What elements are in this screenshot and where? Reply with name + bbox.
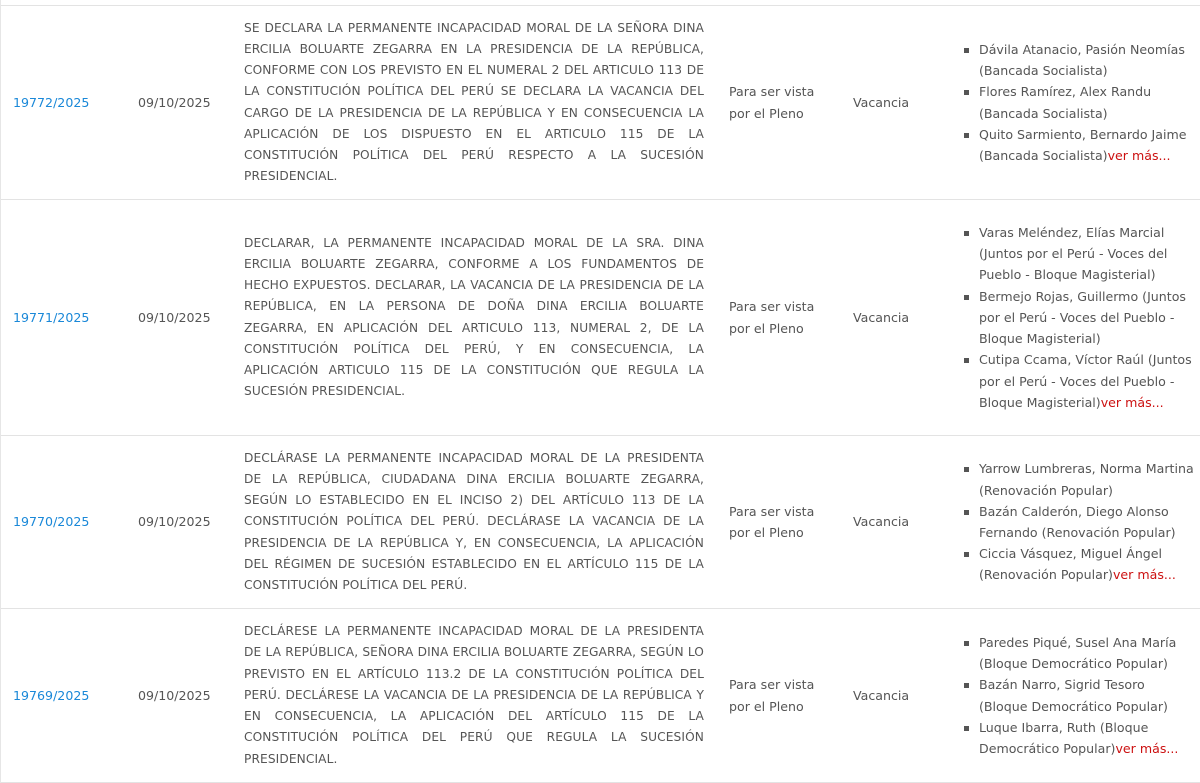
author-item (979, 458, 1195, 500)
date-cell: 09/10/2025 (138, 687, 211, 703)
author-name: Bermejo Rojas, Guillermo (Juntos por el Perú - Voces del Pueblo - Bloque Magisterial) (979, 288, 1186, 347)
author-item (979, 501, 1195, 543)
bill-number-cell (13, 609, 123, 782)
author-item (979, 674, 1195, 716)
bill-number-cell (13, 6, 123, 199)
type-cell: Vacancia (853, 514, 910, 530)
bill-title-text: SE DECLARA LA PERMANENTE INCAPACIDAD MORAL DE LA SEÑORA DINA ERCILIA BOLUARTE ZEGARRA EN LA PRESIDENCIA DE LA REPÚBLICA, CONFORME CON LOS PREVISTO EN EL NUMERAL 2 DEL ARTICULO 113 DE LA CONSTITUCIÓN POLÍTICA DEL PERÚ SE DECLARA LA VACANCIA DEL CARGO DE LA PRESIDENCIA DE LA REPÚBLICA Y EN CONSECUENCIA LA APLICACIÓN DE LOS DISPUESTO EN EL ARTICULO 115 DE LA CONSTITUCIÓN POLÍTICA DEL PERÚ RESPECTO A LA SUCESIÓN PRESIDENCIAL. (244, 20, 704, 184)
author-item (979, 39, 1195, 81)
status-cell: Para ser vista por el Pleno (729, 503, 815, 540)
bill-title (244, 6, 704, 199)
table-row (1, 609, 1200, 783)
authors-list (959, 39, 1195, 166)
status-cell: Para ser vista por el Pleno (729, 677, 815, 714)
author-name: Varas Meléndez, Elías Marcial (Juntos por el Perú - Voces del Pueblo - Bloque Magisterial) (979, 225, 1168, 283)
authors-cell (959, 609, 1195, 782)
date-cell: 09/10/2025 (138, 514, 211, 530)
author-item (979, 349, 1195, 413)
date-cell: 09/10/2025 (138, 309, 211, 325)
author-name: Dávila Atanacio, Pasión Neomías (Bancada Socialista) (979, 41, 1185, 79)
table-row (1, 200, 1200, 436)
type-cell: Vacancia (853, 94, 910, 110)
see-more-link[interactable]: ver más... (1107, 147, 1171, 163)
see-more-link[interactable]: ver más... (1115, 740, 1179, 756)
author-item (979, 632, 1195, 674)
bill-title (244, 436, 704, 608)
authors-list (959, 222, 1195, 413)
bill-title-text: DECLARAR, LA PERMANENTE INCAPACIDAD MORAL DE LA SRA. DINA ERCILIA BOLUARTE ZEGARRA, CONFORME A LOS FUNDAMENTOS DE HECHO EXPUESTOS. DECLARAR, LA VACANCIA DE LA PRESIDENCIA DE LA REPÚBLICA, EN LA PERSONA DE DOÑA DINA ERCILIA BOLUARTE ZEGARRA, EN APLICACIÓN DEL ARTICULO 113, NUMERAL 2, DE LA CONSTITUCIÓN POLÍTICA DEL PERÚ, Y EN CONSECUENCIA, LA APLICACIÓN ARTICULO 115 DE LA CONSTITUCIÓN QUE REGULA LA SUCESIÓN PRESIDENCIAL. (244, 235, 704, 399)
bill-number-link[interactable]: 19769/2025 (13, 687, 90, 703)
author-item (979, 286, 1195, 350)
bill-title-text: DECLÁRESE LA PERMANENTE INCAPACIDAD MORAL DE LA PRESIDENTA DE LA REPÚBLICA, SEÑORA DINA ERCILIA BOLUARTE ZEGARRA, SEGÚN LO PREVISTO EN EL ARTÍCULO 113.2 DE LA CONSTITUCIÓN POLÍTICA DEL PERÚ. DECLÁRESE LA VACANCIA DE LA PRESIDENCIA DE LA REPÚBLICA Y EN CONSECUENCIA, LA APLICACIÓN DEL ARTÍCULO 115 DE LA CONSTITUCIÓN POLÍTICA DEL PERÚ QUE REGULA LA SUCESIÓN PRESIDENCIAL. (244, 624, 704, 766)
status-cell: Para ser vista por el Pleno (729, 84, 815, 121)
table-row (1, 5, 1200, 200)
author-name: Yarrow Lumbreras, Norma Martina (Renovación Popular) (979, 461, 1194, 498)
type-cell: Vacancia (853, 687, 910, 703)
status-cell: Para ser vista por el Pleno (729, 299, 815, 336)
author-item (979, 543, 1195, 585)
author-name: Quito Sarmiento, Bernardo Jaime (Bancada Socialista) (979, 126, 1187, 163)
authors-list (959, 458, 1195, 585)
author-name: Cutipa Ccama, Víctor Raúl (Juntos por el Perú - Voces del Pueblo - Bloque Magisterial) (979, 352, 1192, 410)
type-cell: Vacancia (853, 309, 910, 325)
author-name: Flores Ramírez, Alex Randu (Bancada Socialista) (979, 84, 1152, 121)
author-item (979, 222, 1195, 286)
author-name: Luque Ibarra, Ruth (Bloque Democrático Popular) (979, 719, 1149, 756)
see-more-link[interactable]: ver más... (1100, 394, 1164, 410)
author-item (979, 717, 1195, 759)
authors-cell (959, 436, 1195, 608)
authors-cell (959, 200, 1195, 435)
author-item (979, 124, 1195, 166)
author-name: Ciccia Vásquez, Miguel Ángel (Renovación Popular) (979, 546, 1163, 583)
bill-number-cell (13, 200, 123, 435)
author-name: Paredes Piqué, Susel Ana María (Bloque Democrático Popular) (979, 634, 1177, 672)
table-row (1, 436, 1200, 609)
bill-number-cell (13, 436, 123, 608)
bill-title-text: DECLÁRASE LA PERMANENTE INCAPACIDAD MORAL DE LA PRESIDENTA DE LA REPÚBLICA, CIUDADANA DINA ERCILIA BOLUARTE ZEGARRA, SEGÚN LO ESTABLECIDO EN EL INCISO 2) DEL ARTÍCULO 113 DE LA CONSTITUCIÓN POLÍTICA DEL PERÚ. DECLÁRASE LA VACANCIA DE LA PRESIDENCIA DE LA REPÚBLICA Y, EN CONSECUENCIA, LA APLICACIÓN DEL RÉGIMEN DE SUCESIÓN ESTABLECIDO EN EL ARTÍCULO 115 DE LA CONSTITUCIÓN POLÍTICA DEL PERÚ. (244, 450, 704, 592)
date-cell: 09/10/2025 (138, 94, 211, 110)
author-item (979, 81, 1195, 123)
author-name: Bazán Narro, Sigrid Tesoro (Bloque Democrático Popular) (979, 677, 1168, 714)
see-more-link[interactable]: ver más... (1112, 567, 1176, 583)
bill-number-link[interactable]: 19771/2025 (13, 309, 90, 325)
bill-number-link[interactable]: 19770/2025 (13, 514, 90, 530)
author-name: Bazán Calderón, Diego Alonso Fernando (Renovación Popular) (979, 503, 1176, 540)
authors-cell (959, 6, 1195, 199)
bill-number-link[interactable]: 19772/2025 (13, 94, 90, 110)
bill-title (244, 200, 704, 435)
authors-list (959, 632, 1195, 759)
bill-title (244, 609, 704, 782)
